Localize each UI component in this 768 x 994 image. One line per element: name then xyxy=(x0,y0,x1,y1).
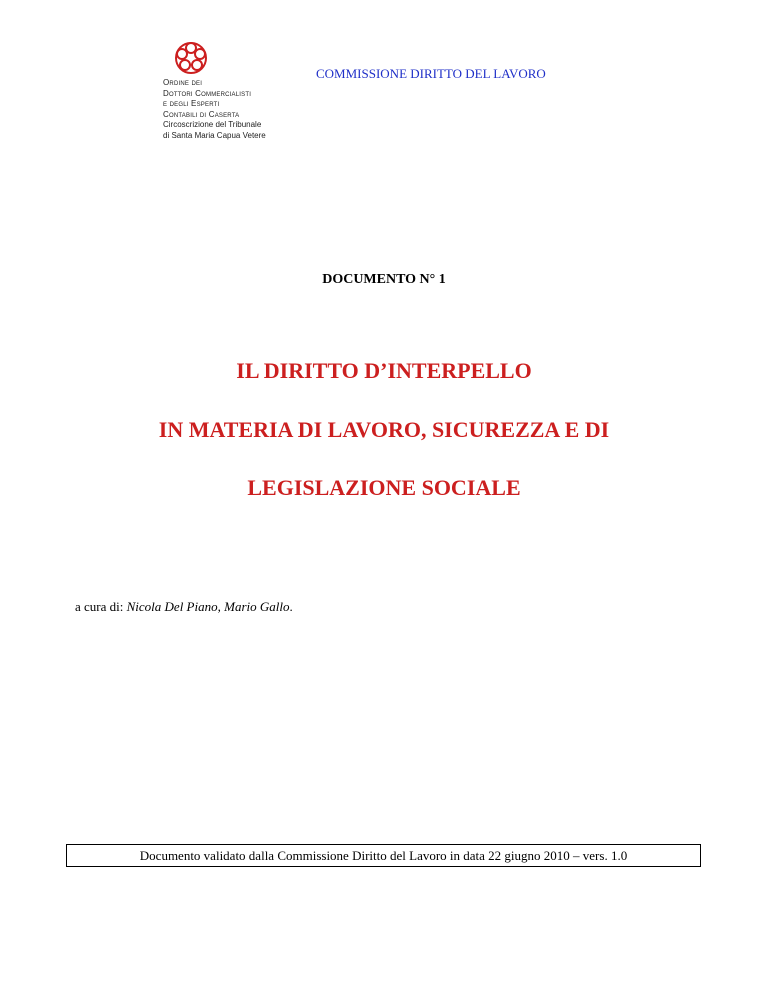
validation-note-box xyxy=(66,844,701,867)
organization-name xyxy=(163,78,266,141)
document-number: DOCUMENTO N° 1 xyxy=(322,272,446,287)
curators-label: a cura di: xyxy=(75,599,127,614)
logo-line: Contabili di Caserta xyxy=(163,109,240,119)
organization-logo xyxy=(163,40,303,140)
document-title-line: LEGISLAZIONE SOCIALE xyxy=(247,475,521,500)
document-title-line: IL DIRITTO D’INTERPELLO xyxy=(236,358,532,383)
logo-line: di Santa Maria Capua Vetere xyxy=(163,130,266,140)
curators-end: . xyxy=(289,599,293,614)
document-title-line: IN MATERIA DI LAVORO, SICUREZZA E DI xyxy=(158,417,610,442)
logo-line: Ordine dei xyxy=(163,78,203,87)
curators-names: Nicola Del Piano, Mario Gallo xyxy=(126,599,290,614)
validation-note: Documento validato dalla Commissione Diritto del Lavoro in data 22 giugno 2010 – vers. 1.0 xyxy=(139,848,628,863)
logo-line: Circoscrizione del Tribunale xyxy=(163,120,262,129)
logo-line: e degli Esperti xyxy=(163,99,220,108)
logo-line: Dottori Commercialisti xyxy=(163,88,252,98)
commission-header: COMMISSIONE DIRITTO DEL LAVORO xyxy=(316,66,546,81)
red-circles-emblem-icon xyxy=(173,40,209,76)
curators-line xyxy=(75,599,293,615)
